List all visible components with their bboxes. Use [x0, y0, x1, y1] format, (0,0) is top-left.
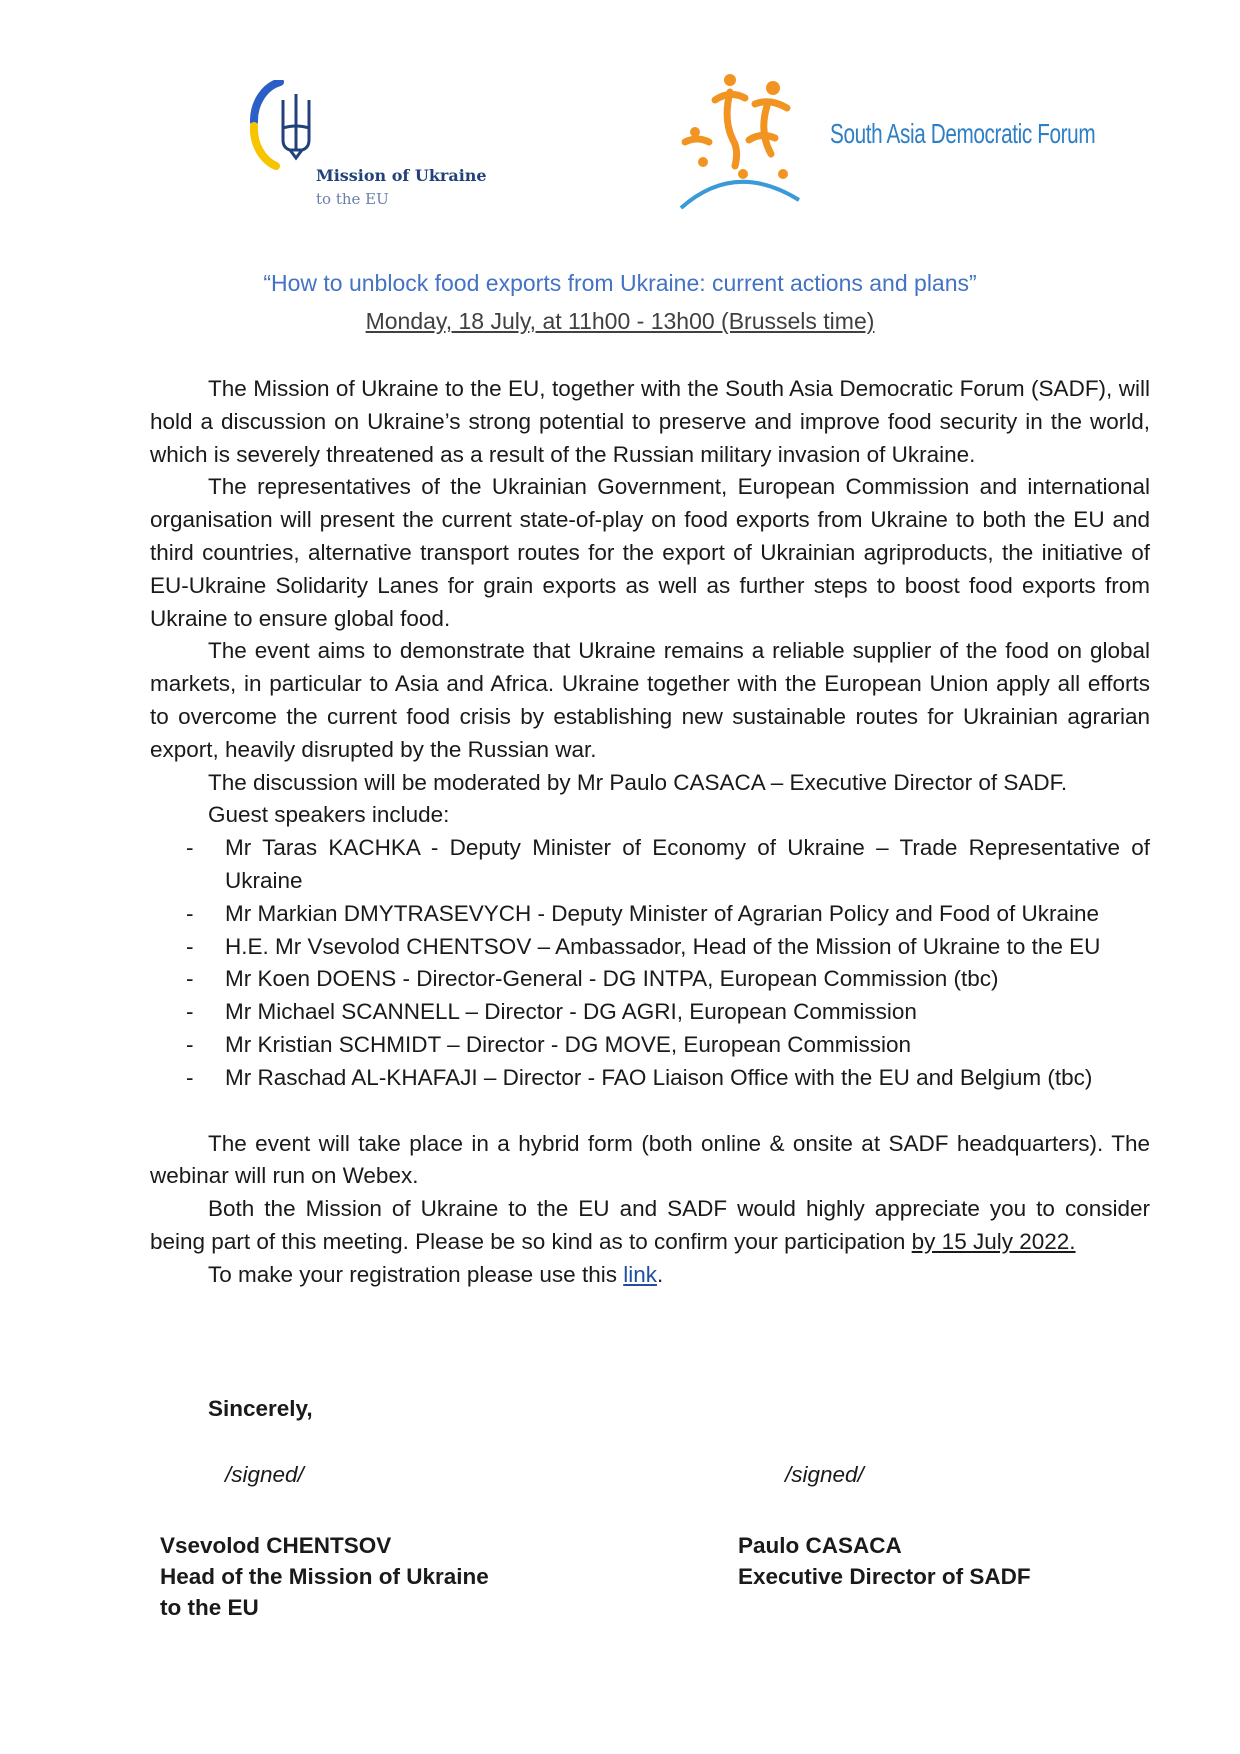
sadf-figures-icon — [675, 70, 825, 210]
speakers-list — [150, 832, 1150, 1094]
signed-right: /signed/ — [785, 1462, 864, 1487]
closing: Sincerely, — [208, 1396, 313, 1421]
event-title: “How to unblock food exports from Ukraine: current actions and plans” — [263, 270, 977, 296]
signatory-name-right: Paulo CASACA — [738, 1533, 902, 1558]
signature-block-left — [160, 1530, 489, 1623]
trident-icon — [250, 80, 320, 170]
ukraine-logo-line2: to the EU — [316, 190, 389, 208]
signatory-name-left: Vsevolod CHENTSOV — [160, 1533, 392, 1558]
list-item: - Mr Michael SCANNELL – Director - DG AGRI, European Commission — [186, 999, 917, 1025]
ukraine-logo-line1: Mission of Ukraine — [316, 166, 487, 185]
event-datetime: Monday, 18 July, at 11h00 - 13h00 (Brussels time) — [365, 308, 875, 334]
sadf-logo-text: South Asia Democratic Forum — [830, 118, 1096, 149]
list-item: - H.E. Mr Vsevolod CHENTSOV – Ambassador, Head of the Mission of Ukraine to the EU — [186, 933, 1101, 959]
paragraph-confirm: Both the Mission of Ukraine to the EU and SADF would highly appreciate you to consider being part of this meeting. Please be so kind as to confirm your participation by 15 July 2022. — [150, 1196, 1150, 1254]
document-body — [150, 373, 1150, 1292]
sadf-logo — [675, 70, 1096, 210]
list-item: - Mr Koen DOENS - Director-General - DG INTPA, European Commission (tbc) — [186, 966, 999, 992]
list-item: - Mr Markian DMYTRASEVYCH - Deputy Minister of Agrarian Policy and Food of Ukraine — [186, 900, 1100, 926]
paragraph-guest-speakers: Guest speakers include: — [208, 802, 450, 828]
paragraph-intro: The Mission of Ukraine to the EU, together with the South Asia Democratic Forum (SADF), will hold a discussion on Ukraine’s strong potential to preserve and improve food security in the world, which is severely threatened as a result of the Russian military invasion of Ukraine. — [150, 376, 1150, 467]
signatory-title-left-1: Head of the Mission of Ukraine — [160, 1564, 489, 1589]
signatory-title-left-2: to the EU — [160, 1595, 259, 1620]
registration-link[interactable]: link — [623, 1261, 657, 1287]
list-item: - Mr Raschad AL-KHAFAJI – Director - FAO Liaison Office with the EU and Belgium (tbc) — [186, 1064, 1093, 1090]
signature-block-right — [738, 1530, 1031, 1592]
paragraph-representatives: The representatives of the Ukrainian Government, European Commission and international organisation will present the current state-of-play on food exports from Ukraine to both the EU and third countries, alternative transport routes for the export of Ukrainian agriproducts, the initiative of EU-Ukraine Solidarity Lanes for grain exports as well as further steps to boost food exports from Ukraine to ensure global food. — [150, 474, 1150, 631]
signatory-title-right-1: Executive Director of SADF — [738, 1564, 1031, 1589]
paragraph-event-aims: The event aims to demonstrate that Ukraine remains a reliable supplier of the food on global markets, in particular to Asia and Africa. Ukraine together with the European Union apply all efforts to overcome the current food crisis by establishing new sustainable routes for Ukrainian agrarian export, heavily disrupted by the Russian war. — [150, 638, 1150, 762]
paragraph-hybrid-event: The event will take place in a hybrid form (both online & onsite at SADF headquarters). The webinar will run on Webex. — [150, 1130, 1150, 1189]
paragraph-moderator: The discussion will be moderated by Mr Paulo CASACA – Executive Director of SADF. — [208, 769, 1068, 795]
confirm-deadline: by 15 July 2022. — [911, 1228, 1076, 1254]
list-item: - Mr Taras KACHKA - Deputy Minister of Economy of Ukraine – Trade Representative of Ukraine — [186, 835, 1150, 893]
mission-of-ukraine-logo — [250, 80, 510, 220]
paragraph-registration: To make your registration please use this link. — [208, 1261, 664, 1287]
signed-left: /signed/ — [225, 1462, 304, 1487]
list-item: - Mr Kristian SCHMIDT – Director - DG MOVE, European Commission — [186, 1031, 911, 1057]
